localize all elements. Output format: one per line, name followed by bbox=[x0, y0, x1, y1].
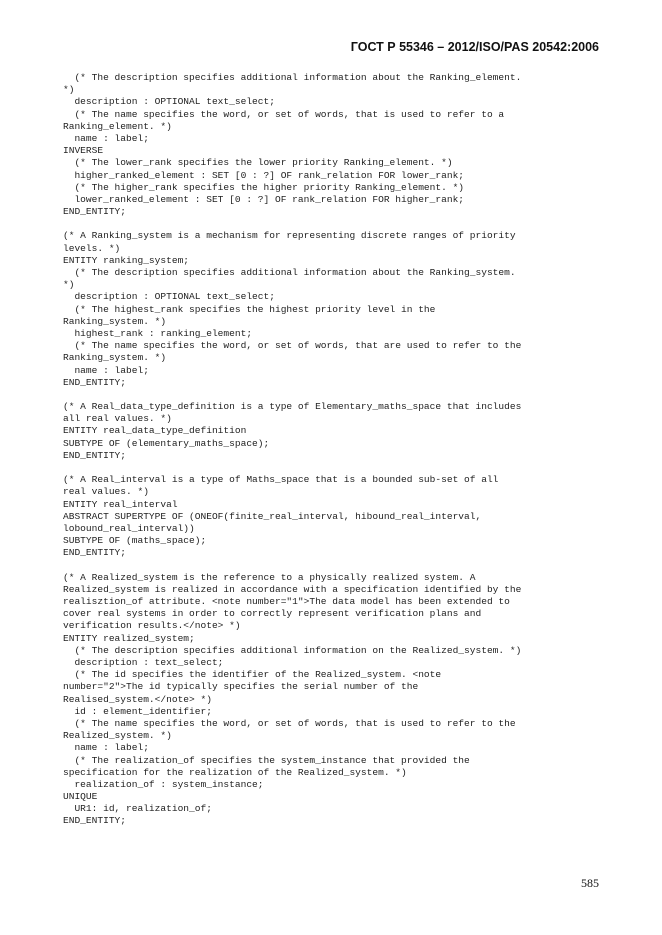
code-line: (* The highest_rank specifies the highest priority level in the bbox=[63, 303, 436, 315]
code-line: END_ENTITY; bbox=[63, 206, 127, 218]
code-line: Ranking_system. *) bbox=[63, 315, 167, 327]
code-line: ENTITY real_interval bbox=[63, 498, 178, 510]
code-line bbox=[63, 218, 603, 230]
code-line: (* A Ranking_system is a mechanism for representing discrete ranges of priority bbox=[63, 230, 516, 242]
code-line: SUBTYPE OF (maths_space); bbox=[63, 535, 207, 547]
code-line: number="2">The id typically specifies the serial number of the bbox=[63, 681, 419, 693]
code-line: Realized_system is realized in accordance with a specification identified by the bbox=[63, 583, 522, 595]
code-line: (* The description specifies additional information on the Realized_system. *) bbox=[63, 644, 522, 656]
code-line: levels. *) bbox=[63, 242, 121, 254]
code-line: realisztion_of attribute. <note number="1">The data model has been extended to bbox=[63, 596, 510, 608]
code-line: Ranking_element. *) bbox=[63, 120, 172, 132]
code-line: Ranking_system. *) bbox=[63, 352, 167, 364]
code-line: UR1: id, realization_of; bbox=[63, 803, 212, 815]
code-line: name : label; bbox=[63, 132, 149, 144]
code-line: higher_ranked_element : SET [0 : ?] OF rank_relation FOR lower_rank; bbox=[63, 169, 465, 181]
code-line: real values. *) bbox=[63, 486, 149, 498]
code-line: lower_ranked_element : SET [0 : ?] OF rank_relation FOR higher_rank; bbox=[63, 193, 465, 205]
code-line: (* A Real_interval is a type of Maths_space that is a bounded sub-set of all bbox=[63, 474, 499, 486]
code-line: realization_of : system_instance; bbox=[63, 778, 264, 790]
code-line: (* The realization_of specifies the system_instance that provided the bbox=[63, 754, 470, 766]
code-line: (* The lower_rank specifies the lower priority Ranking_element. *) bbox=[63, 157, 453, 169]
code-line bbox=[63, 560, 603, 572]
code-line: INVERSE bbox=[63, 145, 104, 157]
code-line: (* The description specifies additional information about the Ranking_system. bbox=[63, 267, 516, 278]
code-line: (* The name specifies the word, or set of words, that are used to refer to the bbox=[63, 340, 522, 352]
code-line: *) bbox=[63, 279, 75, 291]
code-line: description : OPTIONAL text_select; bbox=[63, 96, 275, 108]
code-line: id : element_identifier; bbox=[63, 705, 212, 717]
code-line: specification for the realization of the Realized_system. *) bbox=[63, 766, 407, 778]
code-line: description : text_select; bbox=[63, 657, 224, 668]
code-line: ENTITY realized_system; bbox=[63, 632, 195, 644]
code-line: (* The name specifies the word, or set of words, that is used to refer to the bbox=[63, 717, 516, 729]
code-line: *) bbox=[63, 84, 75, 96]
code-line: name : label; bbox=[63, 364, 149, 376]
code-line: name : label; bbox=[63, 742, 149, 754]
code-line bbox=[63, 462, 603, 474]
code-line: description : OPTIONAL text_select; bbox=[63, 291, 275, 303]
code-line: SUBTYPE OF (elementary_maths_space); bbox=[63, 437, 270, 449]
code-line: verification results.</note> *) bbox=[63, 620, 241, 632]
code-line: (* The description specifies additional information about the Ranking_element. bbox=[63, 72, 522, 83]
code-line: UNIQUE bbox=[63, 791, 98, 803]
code-line: Realized_system. *) bbox=[63, 730, 172, 742]
code-line: (* The name specifies the word, or set of words, that is used to refer to a bbox=[63, 108, 505, 120]
page-number: 585 bbox=[581, 876, 599, 890]
code-line: (* The id specifies the identifier of the Realized_system. <note bbox=[63, 669, 442, 681]
code-line: cover real systems in order to correctly represent verification plans and bbox=[63, 608, 482, 620]
express-code-block bbox=[63, 72, 603, 828]
code-line: ENTITY real_data_type_definition bbox=[63, 425, 247, 437]
code-line: lobound_real_interval)) bbox=[63, 522, 195, 534]
code-line: (* A Realized_system is the reference to a physically realized system. A bbox=[63, 571, 476, 583]
code-line: END_ENTITY; bbox=[63, 547, 127, 559]
code-line bbox=[63, 389, 603, 401]
code-line: ENTITY ranking_system; bbox=[63, 254, 190, 266]
page-header: ГОСТ Р 55346 – 2012/ISO/PAS 20542:2006 bbox=[350, 40, 599, 54]
code-line: END_ENTITY; bbox=[63, 449, 127, 461]
code-line: (* The higher_rank specifies the higher priority Ranking_element. *) bbox=[63, 181, 465, 193]
code-line: (* A Real_data_type_definition is a type of Elementary_maths_space that includes bbox=[63, 401, 522, 413]
code-line: END_ENTITY; bbox=[63, 815, 127, 827]
code-line: Realised_system.</note> *) bbox=[63, 693, 212, 705]
code-line: highest_rank : ranking_element; bbox=[63, 327, 253, 339]
code-line: END_ENTITY; bbox=[63, 376, 127, 388]
code-line: ABSTRACT SUPERTYPE OF (ONEOF(finite_real_interval, hibound_real_interval, bbox=[63, 510, 482, 522]
code-line: all real values. *) bbox=[63, 413, 172, 425]
